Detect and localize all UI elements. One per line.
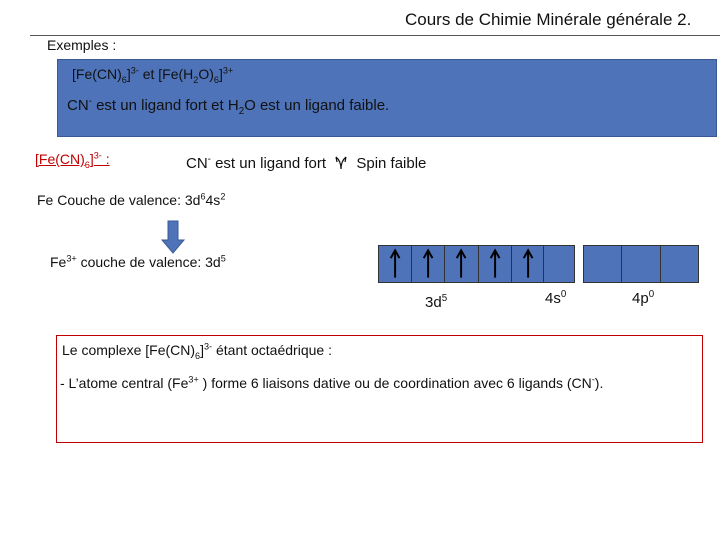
orbital-3d-label: $3d^5$	[425, 293, 448, 311]
orbital-4p-cell	[622, 246, 660, 282]
spin-statement: CN- est un ligand fort Spin faible	[186, 154, 427, 172]
electron-spin-up-arrow	[512, 246, 544, 282]
orbital-4s-box	[543, 245, 575, 283]
complex-heading: $[Fe(CN)_6]^{3-}$ :	[35, 150, 110, 170]
down-arrow-icon	[160, 220, 186, 254]
orbital-3d-cell	[379, 246, 412, 282]
electron-spin-up-arrow	[412, 246, 444, 282]
orbital-3d-cell	[512, 246, 544, 282]
electron-spin-up-arrow	[479, 246, 511, 282]
page-title: Cours de Chimie Minérale générale 2.	[405, 10, 692, 29]
electron-spin-up-arrow	[379, 246, 411, 282]
example-formulas: $[Fe(CN)_6]^{3-}$ et $[Fe(H_2O)_6]^{3+}$	[72, 65, 234, 85]
orbital-3d-cell	[479, 246, 512, 282]
ligand-strength-statement: CN- est un ligand fort et $H_2O$ est un ligand faible.	[67, 96, 390, 117]
coordination-statement: - L’atome central ($Fe^{3+}$ ) forme 6 liaisons dative ou de coordination avec 6 ligands (CN-).	[60, 374, 604, 391]
orbital-4p-label: $4p^0$	[632, 289, 655, 307]
orbital-3d-cell	[412, 246, 445, 282]
fe3-valence-shell: $Fe^{3+}$ couche de valence: $3d^5$	[50, 253, 226, 270]
orbital-4p-boxes	[583, 245, 699, 283]
fe-valence-shell: Fe Couche de valence: $3d^64s^2$	[37, 191, 226, 208]
orbital-4p-cell	[661, 246, 698, 282]
examples-label: Exemples :	[47, 37, 117, 53]
orbital-3d-boxes	[378, 245, 545, 283]
octahedral-statement: Le complexe $[Fe(CN)_6]^{3-}$ étant octaédrique :	[62, 341, 332, 361]
orbital-3d-cell	[445, 246, 478, 282]
electron-spin-up-arrow	[445, 246, 477, 282]
implies-arrow-icon	[333, 155, 349, 171]
orbital-4s-label: $4s^0$	[545, 289, 567, 307]
title-divider	[30, 35, 720, 36]
orbital-4p-cell	[584, 246, 622, 282]
